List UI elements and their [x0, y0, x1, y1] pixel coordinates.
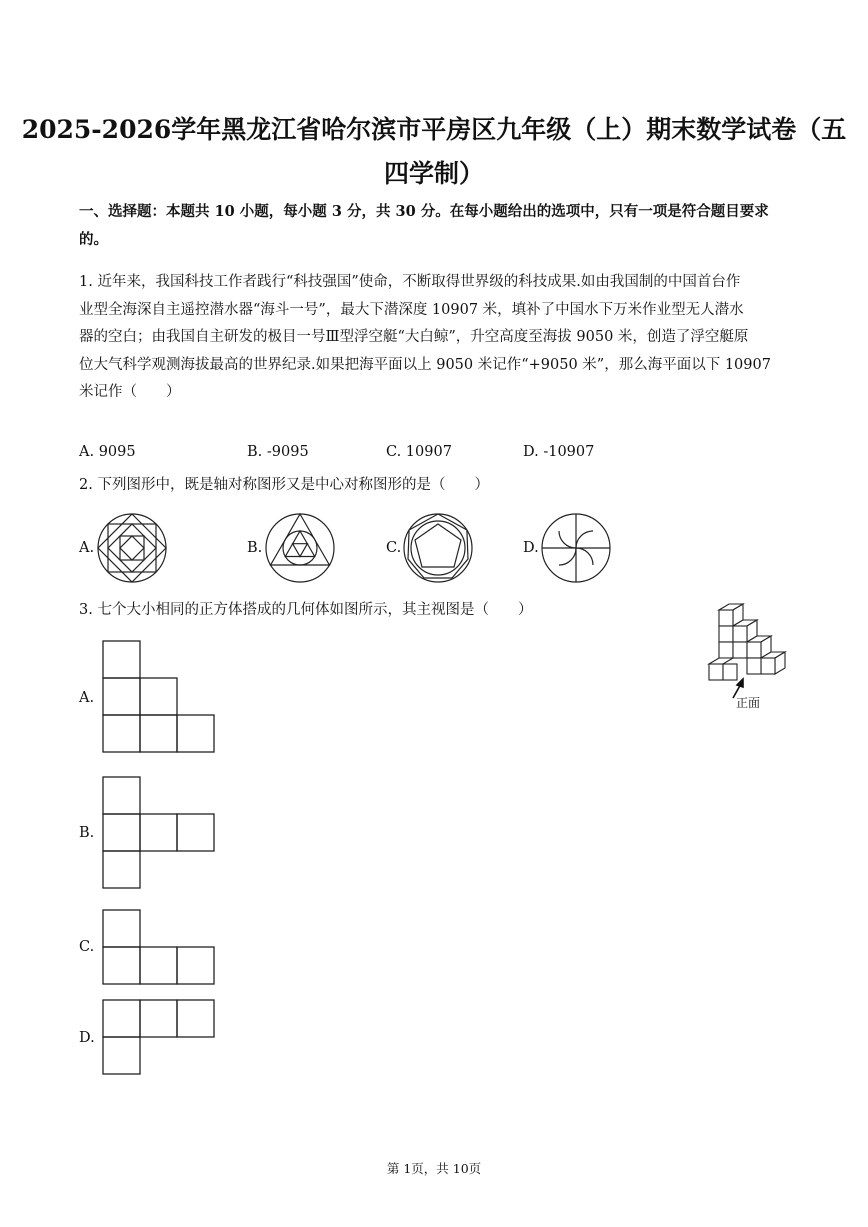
q3-option-a-grid: [102, 640, 216, 754]
q2-label-d: D.: [523, 540, 539, 556]
section-heading-line1: 一、选择题：本题共 10 小题，每小题 3 分，共 30 分。在每小题给出的选项中，只有一项是符合题目要求: [79, 203, 769, 220]
section-heading: [79, 198, 799, 254]
q3-label-c: C.: [79, 939, 95, 955]
question-2-stem: 2. 下列图形中，既是轴对称图形又是中心对称图形的是（ ）: [79, 477, 489, 493]
question-1-stem: [79, 269, 791, 407]
page-footer: 第 1页，共 10页: [386, 1161, 482, 1176]
q2-label-b: B.: [247, 540, 263, 556]
question-1-line: 位大气科学观测海拔最高的世界纪录.如果把海平面以上 9050 米记作“+9050 米”，那么海平面以下 10907: [79, 356, 771, 373]
q3-option-b-grid: [102, 776, 216, 890]
question-1-line: 器的空白；由我国自主研发的极目一号Ⅲ型浮空艇“大白鲸”，升空高度至海拔 9050 米，创造了浮空艇原: [79, 329, 749, 345]
q1-option-b: B. -9095: [247, 444, 309, 460]
q3-option-d-grid: [102, 999, 216, 1077]
section-heading-line2: 的。: [79, 231, 108, 248]
q2-label-a: A.: [79, 540, 95, 556]
question-1-line: 米记作（ ）: [79, 384, 181, 400]
q3-figure-caption: 正面: [736, 696, 761, 710]
q2-label-c: C.: [386, 540, 402, 556]
q2-figure-d: [541, 513, 611, 583]
q1-option-c: C. 10907: [386, 444, 452, 460]
q1-option-a: A. 9095: [79, 444, 136, 460]
page-title-line1: 2025-2026学年黑龙江省哈尔滨市平房区九年级（上）期末数学试卷（五: [21, 115, 847, 144]
q2-figure-b: [265, 513, 335, 583]
q2-figure-c: [403, 513, 473, 583]
q1-option-d: D. -10907: [523, 444, 595, 460]
question-1-line: 1. 近年来，我国科技工作者践行“科技强国”使命，不断取得世界级的科技成果.如由我国制的中国首台作: [79, 274, 741, 290]
question-3-stem: 3. 七个大小相同的正方体搭成的几何体如图所示，其主视图是（ ）: [79, 602, 533, 618]
question-1-line: 业型全海深自主遥控潜水器“海斗一号”，最大下潜深度 10907 米，填补了中国水下万米作业型无人潜水: [79, 301, 744, 318]
page-title-line2: 四学制）: [383, 159, 484, 188]
q2-figure-a: [97, 513, 167, 583]
q3-label-b: B.: [79, 825, 95, 841]
q3-option-c-grid: [102, 909, 216, 987]
q3-label-a: A.: [79, 690, 95, 706]
q3-label-d: D.: [79, 1030, 95, 1046]
